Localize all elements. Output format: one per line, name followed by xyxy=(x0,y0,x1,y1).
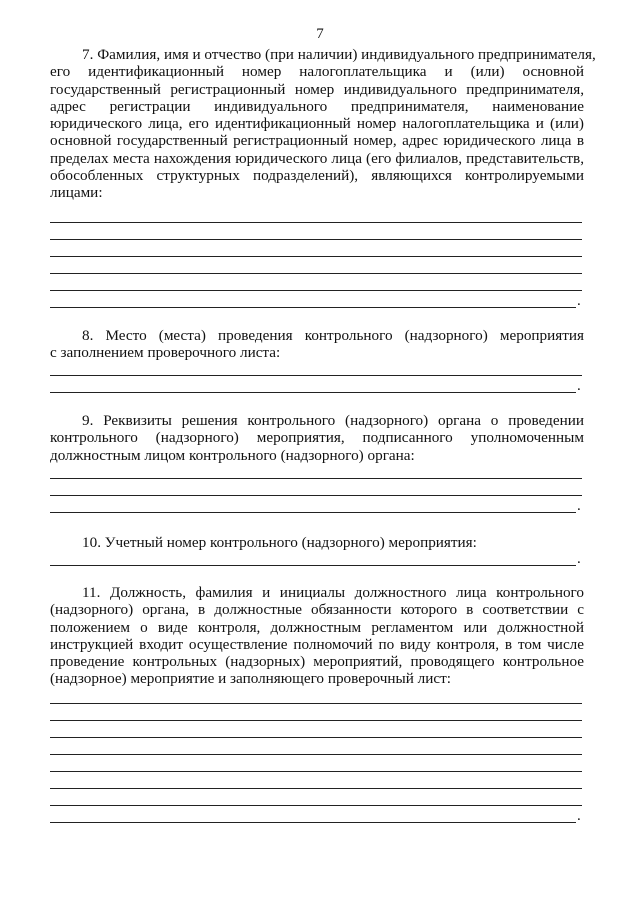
fill-line[interactable] xyxy=(50,273,582,274)
text-line: 7. Фамилия, имя и отчество (при наличии) индивидуального предпринимателя, xyxy=(82,46,596,63)
text-line: юридического лица, его идентификационный номер налогоплательщика и (или) xyxy=(50,115,584,133)
fill-line[interactable] xyxy=(50,495,582,496)
section-7-text xyxy=(50,46,596,202)
text-line: должностным лицом контрольного (надзорного) органа: xyxy=(50,446,415,464)
text-line: (надзорного) органа, в должностные обязанности которого в соответствии с xyxy=(50,601,584,619)
text-line: государственный регистрационный номер индивидуального предпринимателя, xyxy=(50,80,584,98)
line-end-mark: . xyxy=(577,378,581,394)
text-line: лицами: xyxy=(50,184,103,202)
section-8-text xyxy=(50,327,584,362)
text-line: проведение контрольных (надзорных) мероприятий, проводящего контрольное xyxy=(50,653,584,671)
text-line: 11. Должность, фамилия и инициалы должностного лица контрольного xyxy=(82,584,584,601)
fill-line[interactable] xyxy=(50,290,582,291)
fill-line[interactable] xyxy=(50,737,582,738)
text-line: обособленных структурных подразделений), являющихся контролируемыми xyxy=(50,167,584,185)
fill-line[interactable] xyxy=(50,703,582,704)
text-line: его идентификационный номер налогоплательщика и (или) основной xyxy=(50,63,584,81)
text-line: с заполнением проверочного листа: xyxy=(50,344,281,362)
fill-line[interactable] xyxy=(50,256,582,257)
text-line: 10. Учетный номер контрольного (надзорного) мероприятия: xyxy=(82,534,477,551)
fill-line[interactable] xyxy=(50,771,582,772)
fill-line[interactable] xyxy=(50,478,582,479)
page-number: 7 xyxy=(316,26,324,42)
line-end-mark: . xyxy=(577,551,581,567)
line-end-mark: . xyxy=(577,293,581,309)
fill-line[interactable] xyxy=(50,565,576,566)
fill-line[interactable] xyxy=(50,307,576,308)
fill-line[interactable] xyxy=(50,392,576,393)
text-line: контрольного (надзорного) мероприятия, подписанного уполномоченным xyxy=(50,429,584,447)
section-10-text xyxy=(50,534,584,551)
fill-line[interactable] xyxy=(50,239,582,240)
text-line: (надзорное) мероприятие и заполняющего проверочный лист: xyxy=(50,670,451,688)
fill-line[interactable] xyxy=(50,720,582,721)
fill-line[interactable] xyxy=(50,822,576,823)
text-line: 9. Реквизиты решения контрольного (надзорного) органа о проведении xyxy=(82,412,584,429)
section-11-text xyxy=(50,584,584,688)
line-end-mark: . xyxy=(577,498,581,514)
text-line: инструкцией входит осуществление полномочий по виду контроля, в том числе xyxy=(50,635,584,653)
fill-line[interactable] xyxy=(50,805,582,806)
section-9-text xyxy=(50,412,584,464)
text-line: 8. Место (места) проведения контрольного (надзорного) мероприятия xyxy=(82,327,584,344)
fill-line[interactable] xyxy=(50,788,582,789)
text-line: пределах места нахождения юридического лица (его филиалов, представительств, xyxy=(50,149,584,167)
fill-line[interactable] xyxy=(50,375,582,376)
line-end-mark: . xyxy=(577,808,581,824)
fill-line[interactable] xyxy=(50,754,582,755)
fill-line[interactable] xyxy=(50,222,582,223)
fill-line[interactable] xyxy=(50,512,576,513)
text-line: положением о виде контроля, должностным регламентом или должностной xyxy=(50,618,584,636)
text-line: основной государственный регистрационный номер, адрес юридического лица в xyxy=(50,132,584,150)
text-line: адрес регистрации индивидуального предпринимателя, наименование xyxy=(50,97,584,115)
